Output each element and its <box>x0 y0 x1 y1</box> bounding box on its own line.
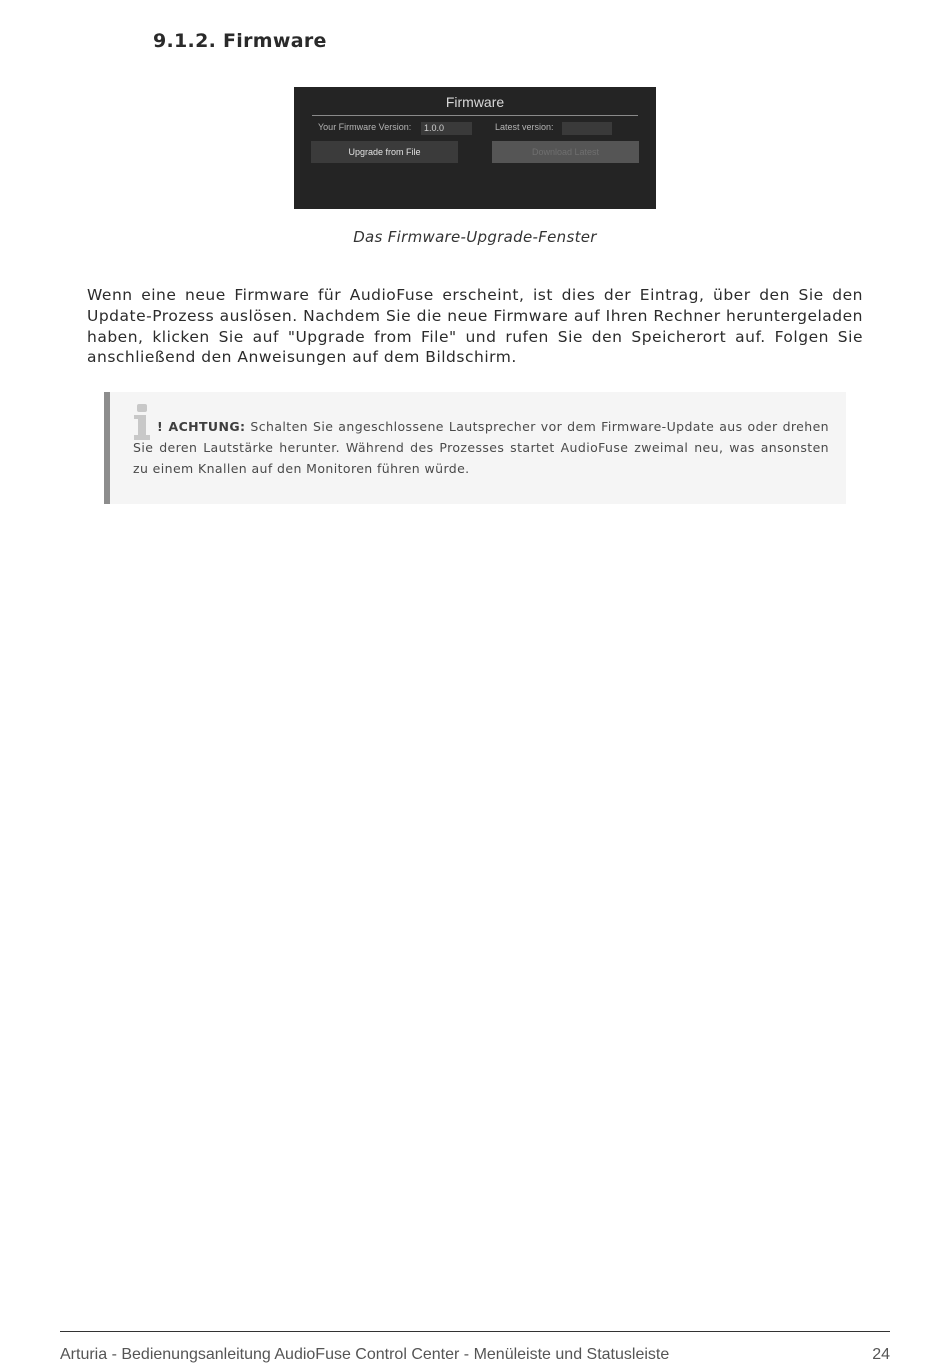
firmware-window-title: Firmware <box>445 94 505 110</box>
upgrade-from-file-button[interactable]: Upgrade from File <box>311 141 458 163</box>
note-body: Schalten Sie angeschlossene Lautsprecher vor dem Firmware-Update aus oder drehen Sie deren Lautstärke herunter. Während des Prozesses startet AudioFuse zweimal neu, was ansonsten zu einem Knallen auf den Monitoren führen würde. <box>133 419 829 476</box>
note-box <box>104 392 846 504</box>
page-number: 24 <box>872 1346 890 1363</box>
firmware-title-divider <box>312 115 638 116</box>
note-label: ! ACHTUNG: <box>157 419 246 434</box>
your-firmware-version-value: 1.0.0 <box>421 122 472 135</box>
figure-caption: Das Firmware-Upgrade-Fenster <box>353 228 597 246</box>
your-firmware-version-label: Your Firmware Version: <box>318 122 412 132</box>
note-text <box>133 417 829 479</box>
download-latest-button[interactable]: Download Latest <box>492 141 639 163</box>
latest-version-value <box>562 122 612 135</box>
section-heading: 9.1.2. Firmware <box>153 30 327 52</box>
firmware-window-screenshot <box>294 87 656 209</box>
body-paragraph: Wenn eine neue Firmware für AudioFuse erscheint, ist dies der Eintrag, über den Sie den Update-Prozess auslösen. Nachdem Sie die neue Firmware auf Ihren Rechner heruntergeladen haben, klicken Sie auf "Upgrade from File" und rufen Sie den Speicherort auf. Folgen Sie anschließend den Anweisungen auf dem Bildschirm. <box>87 286 863 367</box>
footer-text: Arturia - Bedienungsanleitung AudioFuse Control Center - Menüleiste und Statusleiste <box>60 1346 670 1363</box>
footer-divider <box>60 1331 890 1332</box>
latest-version-label: Latest version: <box>495 122 554 132</box>
